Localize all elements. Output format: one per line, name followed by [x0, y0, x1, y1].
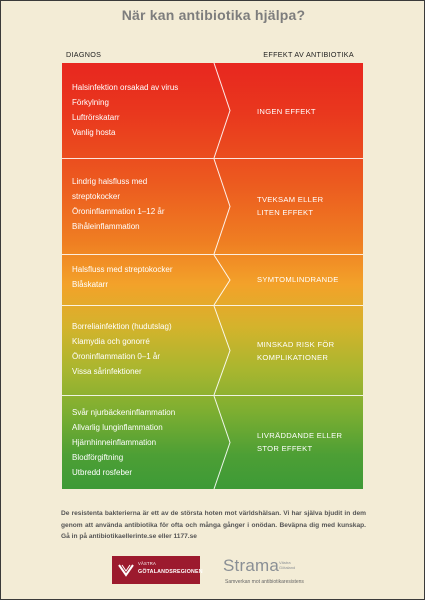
diagnosis-item: Blåskatarr [72, 280, 109, 289]
effect-label [257, 273, 357, 286]
vg-logo-line1: VÄSTRA [138, 561, 156, 566]
effect-label [257, 429, 357, 455]
strama-logo [223, 554, 323, 589]
effect-line: LIVRÄDDANDE ELLER [257, 431, 343, 440]
diagnosis-item: Bihåleinflammation [72, 222, 140, 231]
effect-header: EFFEKT AV ANTIBIOTIKA [263, 50, 354, 59]
diagnosis-item: Luftrörskatarr [72, 113, 120, 122]
chevron-divider-icon [212, 63, 232, 158]
vastra-gotalandsregionen-logo [112, 556, 203, 584]
table-row [62, 63, 363, 158]
diagnosis-item: Svår njurbäckeninflammation [72, 408, 176, 417]
diagnosis-item: Klamydia och gonorré [72, 337, 150, 346]
diagnosis-item: Öroninflammation 0–1 år [72, 352, 161, 361]
chevron-divider-icon [212, 306, 232, 395]
chevron-divider-icon [212, 255, 232, 305]
diagnosis-list [72, 174, 165, 234]
diagnosis-item: Lindrig halsfluss med [72, 177, 148, 186]
effect-line: INGEN EFFEKT [257, 107, 316, 116]
strama-wordmark: Strama [223, 556, 279, 575]
diagnosis-item: Förkylning [72, 98, 109, 107]
strama-region-line: Götaland [279, 565, 296, 570]
diagnosis-item: Blodförgiftning [72, 453, 124, 462]
poster-title: När kan antibiotika hjälpa? [121, 7, 306, 23]
effect-line: LITEN EFFEKT [257, 208, 314, 217]
diagnosis-item: streptokocker [72, 192, 121, 201]
effect-line: TVEKSAM ELLER [257, 195, 324, 204]
effect-label [257, 338, 357, 364]
vg-logo-line2: GÖTALANDSREGIONEN [138, 569, 203, 575]
chevron-divider-icon [212, 396, 232, 489]
diagnosis-list [72, 319, 172, 379]
vg-emblem-icon [118, 562, 134, 578]
effect-label [257, 105, 357, 118]
table-row [62, 306, 363, 395]
table-row [62, 159, 363, 254]
effect-line: SYMTOMLINDRANDE [257, 275, 339, 284]
diagnosis-list [72, 405, 175, 480]
diagnosis-item: Vissa sårinfektioner [72, 367, 142, 376]
diagnosis-item: Halsinfektion orsakad av virus [72, 83, 179, 92]
diagnosis-item: Hjärnhinneinflammation [72, 438, 157, 447]
chevron-divider-icon [212, 159, 232, 254]
effect-line: STOR EFFEKT [257, 444, 313, 453]
diagnosis-item: Utbredd rosfeber [72, 468, 133, 477]
effect-label [257, 193, 357, 219]
strama-tagline: Samverkan mot antibiotikaresistens [225, 579, 304, 585]
diagnosis-item: Allvarlig lunginflammation [72, 423, 163, 432]
strama-region-line: Västra [279, 560, 291, 565]
table-row [62, 396, 363, 489]
table-row [62, 255, 363, 305]
effect-line: MINSKAD RISK FÖR [257, 340, 335, 349]
diagnosis-list [72, 80, 178, 140]
diagnosis-item: Halsfluss med streptokocker [72, 265, 173, 274]
diagnosis-item: Vanlig hosta [72, 128, 116, 137]
diagnosis-header: DIAGNOS [66, 50, 102, 59]
diagnosis-list [72, 262, 172, 292]
strama-region [279, 560, 295, 570]
diagnosis-item: Öroninflammation 1–12 år [72, 207, 165, 216]
effect-line: KOMPLIKATIONER [257, 353, 329, 362]
footer-message: De resistenta bakterierna är ett av de största hoten mot världshälsan. Vi har själva bjudit in dem genom att använda antibiotika för ofta och många gånger i onödan. Beväpna dig med kunskap. Gå in på antibiotikaellerinte.se eller 1177.se [61, 510, 366, 540]
diagnosis-item: Borreliainfektion (hudutslag) [72, 322, 172, 331]
antibiotic-effect-table [62, 63, 363, 489]
